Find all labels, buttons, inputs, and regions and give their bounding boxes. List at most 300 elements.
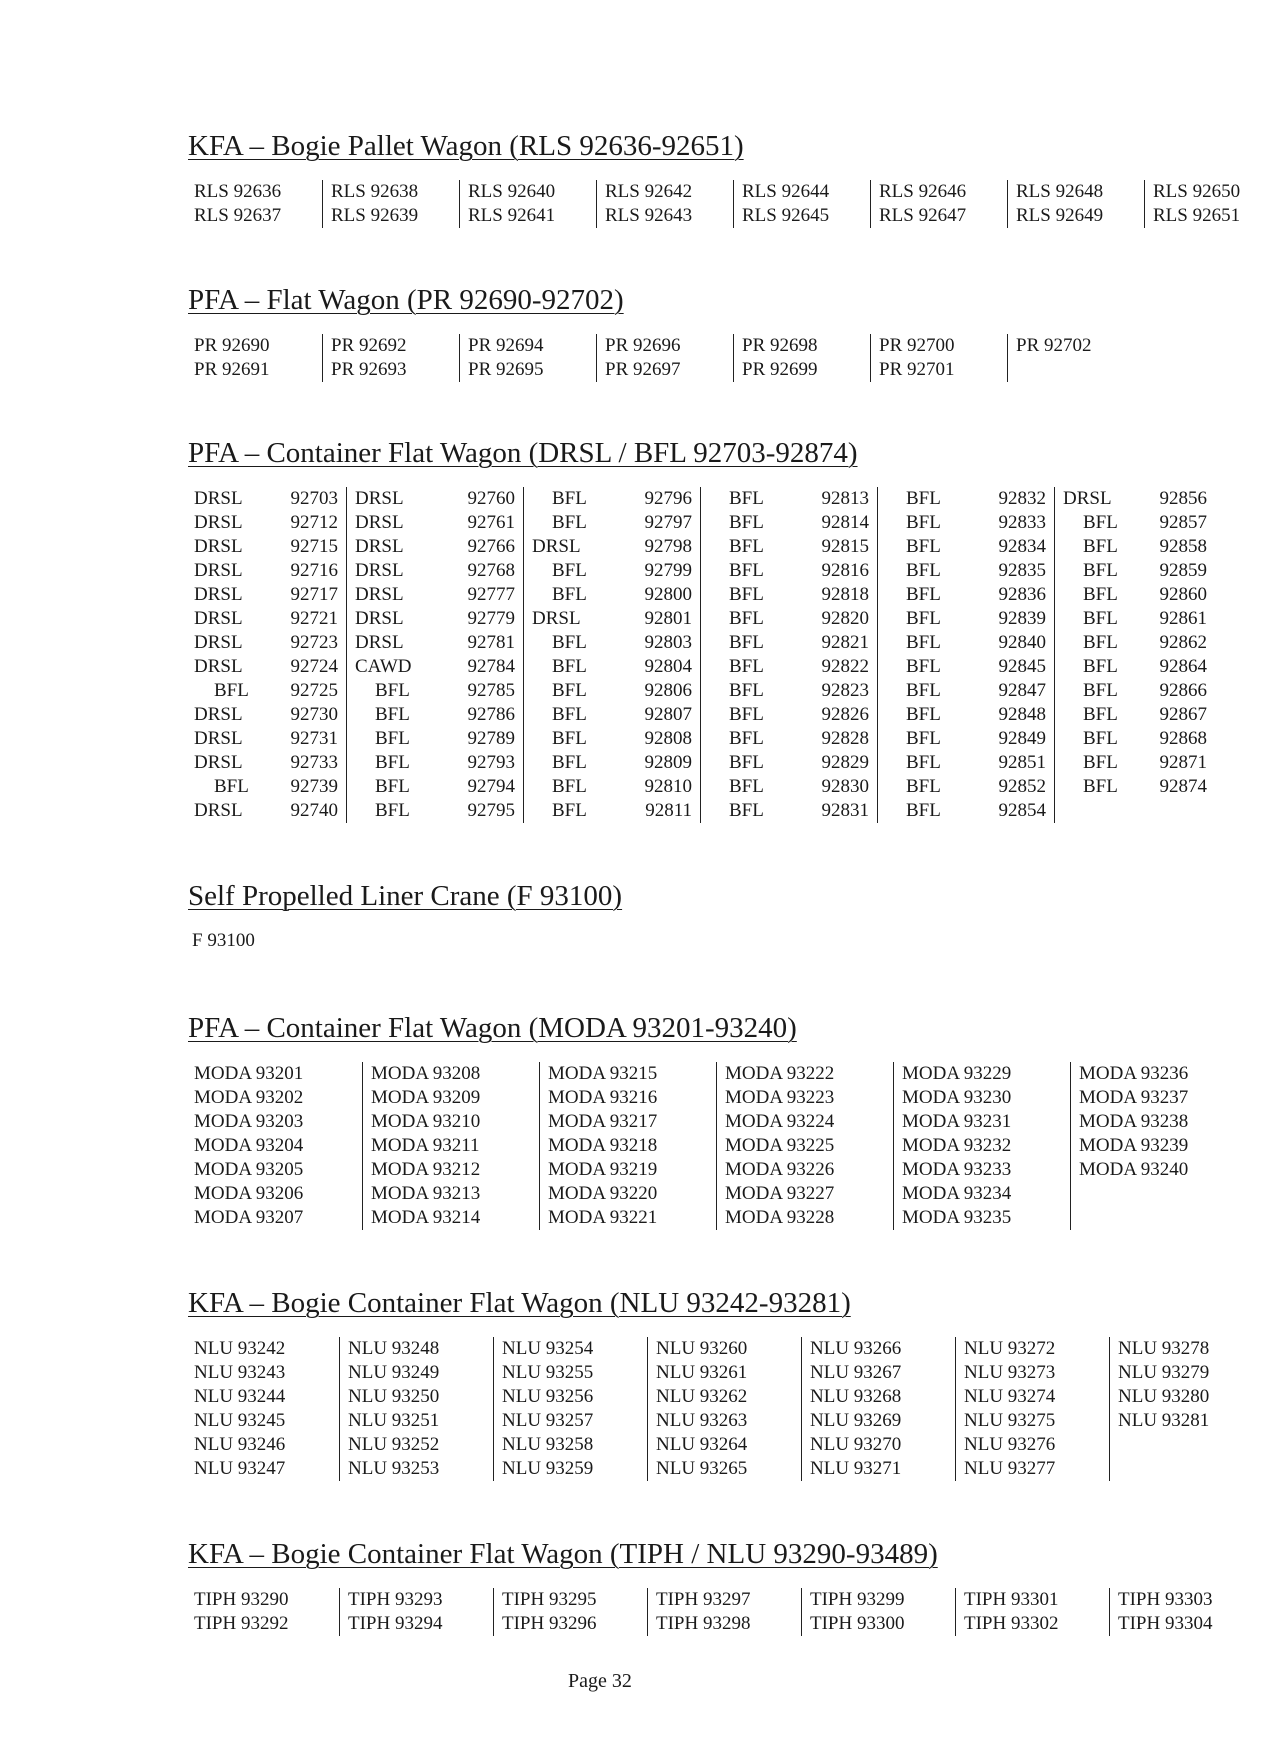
wagon-serial: 92798 <box>644 536 692 557</box>
wagon-number <box>886 703 1046 727</box>
wagon-serial: 92834 <box>998 536 1046 557</box>
wagon-number: NLU 93278 <box>1118 1338 1210 1359</box>
wagon-number <box>709 583 869 607</box>
wagon-number: MODA 93227 <box>725 1183 835 1204</box>
wagon-number <box>886 775 1046 799</box>
number-column <box>1008 334 1144 382</box>
wagon-number-grid <box>190 1062 1229 1230</box>
wagon-number: MODA 93235 <box>902 1207 1012 1228</box>
number-column <box>190 1337 340 1481</box>
wagon-number: MODA 93201 <box>194 1063 304 1084</box>
wagon-number <box>709 487 869 511</box>
wagon-prefix: DRSL <box>532 536 581 557</box>
wagon-number <box>1063 751 1207 775</box>
wagon-number: RLS 92642 <box>605 181 693 202</box>
number-column <box>701 487 878 823</box>
wagon-number: TIPH 93293 <box>348 1589 443 1610</box>
section-tiph <box>188 1536 1248 1636</box>
wagon-number: MODA 93202 <box>194 1087 304 1108</box>
wagon-number: MODA 93217 <box>548 1111 658 1132</box>
wagon-number <box>355 559 515 583</box>
wagon-number: NLU 93257 <box>502 1410 594 1431</box>
wagon-number: MODA 93203 <box>194 1111 304 1132</box>
wagon-prefix: BFL <box>552 776 587 797</box>
number-column <box>597 180 734 228</box>
wagon-serial: 92724 <box>290 656 338 677</box>
number-column <box>1008 180 1145 228</box>
wagon-number: MODA 93222 <box>725 1063 835 1084</box>
number-column <box>460 334 597 382</box>
wagon-prefix: BFL <box>729 680 764 701</box>
wagon-number: RLS 92643 <box>605 205 693 226</box>
wagon-prefix: BFL <box>552 704 587 725</box>
wagon-number: MODA 93240 <box>1079 1159 1189 1180</box>
wagon-number: NLU 93245 <box>194 1410 286 1431</box>
wagon-serial: 92835 <box>998 560 1046 581</box>
wagon-serial: 92768 <box>467 560 515 581</box>
wagon-prefix: BFL <box>375 776 410 797</box>
wagon-serial: 92797 <box>644 512 692 533</box>
wagon-serial: 92861 <box>1159 608 1207 629</box>
wagon-number <box>532 559 692 583</box>
wagon-serial: 92766 <box>467 536 515 557</box>
wagon-number <box>1063 631 1207 655</box>
number-column <box>878 487 1055 823</box>
number-column <box>540 1062 717 1230</box>
wagon-number-grid <box>190 334 1144 382</box>
wagon-prefix: BFL <box>906 536 941 557</box>
wagon-number: TIPH 93298 <box>656 1613 751 1634</box>
wagon-number <box>194 775 338 799</box>
wagon-number: MODA 93215 <box>548 1063 658 1084</box>
wagon-number-grid <box>190 1588 1248 1636</box>
wagon-number <box>532 655 692 679</box>
wagon-number: MODA 93225 <box>725 1135 835 1156</box>
wagon-prefix: BFL <box>1083 584 1118 605</box>
wagon-serial: 92816 <box>821 560 869 581</box>
wagon-number <box>355 679 515 703</box>
wagon-number: RLS 92646 <box>879 181 967 202</box>
wagon-number: MODA 93216 <box>548 1087 658 1108</box>
wagon-number: RLS 92650 <box>1153 181 1241 202</box>
wagon-serial: 92833 <box>998 512 1046 533</box>
wagon-number <box>1063 487 1207 511</box>
wagon-number <box>1063 655 1207 679</box>
wagon-prefix: CAWD <box>355 656 412 677</box>
wagon-serial: 92829 <box>821 752 869 773</box>
wagon-number: RLS 92640 <box>468 181 556 202</box>
wagon-number: RLS 92636 <box>194 181 282 202</box>
wagon-number: MODA 93237 <box>1079 1087 1189 1108</box>
section-moda <box>188 1010 1229 1230</box>
wagon-serial: 92828 <box>821 728 869 749</box>
wagon-prefix: BFL <box>552 512 587 533</box>
wagon-number: NLU 93277 <box>964 1458 1056 1479</box>
wagon-prefix: DRSL <box>355 632 404 653</box>
wagon-serial: 92784 <box>467 656 515 677</box>
wagon-number: F 93100 <box>192 930 255 951</box>
wagon-number <box>709 679 869 703</box>
number-column <box>894 1062 1071 1230</box>
wagon-prefix: BFL <box>906 560 941 581</box>
wagon-serial: 92831 <box>821 800 869 821</box>
wagon-serial: 92717 <box>290 584 338 605</box>
wagon-prefix: BFL <box>906 632 941 653</box>
wagon-prefix: BFL <box>729 512 764 533</box>
wagon-number <box>355 799 515 823</box>
wagon-number: NLU 93265 <box>656 1458 748 1479</box>
section-nlu <box>188 1285 1248 1481</box>
wagon-serial: 92864 <box>1159 656 1207 677</box>
wagon-number <box>886 559 1046 583</box>
wagon-number <box>709 655 869 679</box>
wagon-number: NLU 93272 <box>964 1338 1056 1359</box>
number-column <box>956 1588 1110 1636</box>
wagon-number: PR 92698 <box>742 335 818 356</box>
wagon-number <box>532 679 692 703</box>
wagon-number: MODA 93230 <box>902 1087 1012 1108</box>
number-column <box>494 1337 648 1481</box>
wagon-number: NLU 93242 <box>194 1338 286 1359</box>
wagon-serial: 92806 <box>644 680 692 701</box>
wagon-serial: 92725 <box>290 680 338 701</box>
wagon-number: NLU 93271 <box>810 1458 902 1479</box>
wagon-serial: 92832 <box>998 488 1046 509</box>
wagon-number: NLU 93281 <box>1118 1410 1210 1431</box>
wagon-number: NLU 93263 <box>656 1410 748 1431</box>
wagon-number: RLS 92645 <box>742 205 830 226</box>
wagon-prefix: BFL <box>906 704 941 725</box>
wagon-serial: 92796 <box>644 488 692 509</box>
wagon-serial: 92803 <box>644 632 692 653</box>
number-column <box>956 1337 1110 1481</box>
wagon-prefix: BFL <box>906 584 941 605</box>
wagon-number <box>1063 775 1207 799</box>
wagon-prefix: BFL <box>1083 704 1118 725</box>
wagon-number: MODA 93234 <box>902 1183 1012 1204</box>
wagon-number: RLS 92638 <box>331 181 419 202</box>
wagon-prefix: BFL <box>906 728 941 749</box>
wagon-number: MODA 93207 <box>194 1207 304 1228</box>
wagon-serial: 92874 <box>1159 776 1207 797</box>
wagon-number <box>1063 583 1207 607</box>
wagon-number: MODA 93211 <box>371 1135 480 1156</box>
wagon-number <box>1063 511 1207 535</box>
wagon-number: NLU 93255 <box>502 1362 594 1383</box>
wagon-serial: 92786 <box>467 704 515 725</box>
section-heading: KFA – Bogie Pallet Wagon (RLS 92636-92651) <box>188 130 744 162</box>
wagon-number <box>709 535 869 559</box>
wagon-serial: 92840 <box>998 632 1046 653</box>
number-column <box>190 1062 363 1230</box>
wagon-serial: 92810 <box>644 776 692 797</box>
wagon-prefix: DRSL <box>194 656 243 677</box>
wagon-number: MODA 93209 <box>371 1087 481 1108</box>
wagon-number <box>1063 535 1207 559</box>
wagon-prefix: DRSL <box>355 512 404 533</box>
number-column <box>340 1337 494 1481</box>
wagon-prefix: DRSL <box>355 488 404 509</box>
wagon-number <box>532 511 692 535</box>
wagon-number: MODA 93206 <box>194 1183 304 1204</box>
section-heading: KFA – Bogie Container Flat Wagon (NLU 93242-93281) <box>188 1287 851 1319</box>
wagon-number: MODA 93239 <box>1079 1135 1189 1156</box>
wagon-number: NLU 93262 <box>656 1386 748 1407</box>
wagon-number <box>709 559 869 583</box>
number-column <box>1145 180 1281 228</box>
wagon-serial: 92826 <box>821 704 869 725</box>
wagon-serial: 92868 <box>1159 728 1207 749</box>
wagon-serial: 92800 <box>644 584 692 605</box>
wagon-prefix: BFL <box>729 800 764 821</box>
wagon-number: NLU 93258 <box>502 1434 594 1455</box>
wagon-number: MODA 93233 <box>902 1159 1012 1180</box>
wagon-serial: 92777 <box>467 584 515 605</box>
wagon-prefix: BFL <box>552 680 587 701</box>
wagon-number <box>532 703 692 727</box>
wagon-number <box>194 535 338 559</box>
wagon-number: MODA 93220 <box>548 1183 658 1204</box>
wagon-number: NLU 93248 <box>348 1338 440 1359</box>
wagon-number <box>709 799 869 823</box>
wagon-number: NLU 93247 <box>194 1458 286 1479</box>
wagon-number: NLU 93276 <box>964 1434 1056 1455</box>
number-column <box>734 180 871 228</box>
number-column <box>1110 1337 1248 1481</box>
number-column <box>734 334 871 382</box>
wagon-number <box>709 703 869 727</box>
wagon-number: NLU 93266 <box>810 1338 902 1359</box>
wagon-number: NLU 93274 <box>964 1386 1056 1407</box>
wagon-serial: 92703 <box>290 488 338 509</box>
wagon-serial: 92793 <box>467 752 515 773</box>
wagon-number: NLU 93270 <box>810 1434 902 1455</box>
wagon-serial: 92811 <box>645 800 692 821</box>
wagon-number <box>532 583 692 607</box>
wagon-serial: 92820 <box>821 608 869 629</box>
wagon-prefix: BFL <box>906 656 941 677</box>
number-column <box>323 180 460 228</box>
wagon-number: TIPH 93297 <box>656 1589 751 1610</box>
wagon-number: RLS 92641 <box>468 205 556 226</box>
wagon-prefix: DRSL <box>355 560 404 581</box>
wagon-number: NLU 93251 <box>348 1410 440 1431</box>
number-column <box>648 1588 802 1636</box>
wagon-serial: 92809 <box>644 752 692 773</box>
wagon-number <box>1063 727 1207 751</box>
wagon-prefix: DRSL <box>194 536 243 557</box>
number-column <box>190 487 347 823</box>
wagon-prefix: BFL <box>1083 512 1118 533</box>
wagon-prefix: DRSL <box>194 632 243 653</box>
wagon-serial: 92849 <box>998 728 1046 749</box>
wagon-prefix: BFL <box>375 728 410 749</box>
wagon-serial: 92733 <box>290 752 338 773</box>
wagon-prefix: BFL <box>1083 728 1118 749</box>
wagon-serial: 92731 <box>290 728 338 749</box>
number-column <box>190 1588 340 1636</box>
wagon-number: NLU 93264 <box>656 1434 748 1455</box>
wagon-prefix: BFL <box>906 776 941 797</box>
wagon-prefix: BFL <box>906 512 941 533</box>
wagon-prefix: DRSL <box>194 800 243 821</box>
wagon-serial: 92739 <box>290 776 338 797</box>
wagon-number <box>355 511 515 535</box>
wagon-serial: 92815 <box>821 536 869 557</box>
wagon-prefix: DRSL <box>194 584 243 605</box>
wagon-number: TIPH 93299 <box>810 1589 905 1610</box>
wagon-serial: 92781 <box>467 632 515 653</box>
wagon-serial: 92761 <box>467 512 515 533</box>
wagon-serial: 92808 <box>644 728 692 749</box>
wagon-number: MODA 93224 <box>725 1111 835 1132</box>
wagon-number: NLU 93279 <box>1118 1362 1210 1383</box>
wagon-prefix: BFL <box>1083 632 1118 653</box>
wagon-number: RLS 92651 <box>1153 205 1241 226</box>
wagon-number: MODA 93204 <box>194 1135 304 1156</box>
wagon-number <box>886 487 1046 511</box>
wagon-number: MODA 93208 <box>371 1063 481 1084</box>
wagon-number: MODA 93214 <box>371 1207 481 1228</box>
wagon-prefix: BFL <box>552 656 587 677</box>
wagon-number <box>194 655 338 679</box>
wagon-prefix: DRSL <box>194 488 243 509</box>
wagon-prefix: BFL <box>375 752 410 773</box>
wagon-number: MODA 93219 <box>548 1159 658 1180</box>
wagon-number <box>355 583 515 607</box>
number-column <box>323 334 460 382</box>
wagon-prefix: BFL <box>552 584 587 605</box>
wagon-number <box>709 751 869 775</box>
section-drsl-bfl <box>188 435 1215 823</box>
wagon-number: TIPH 93296 <box>502 1613 597 1634</box>
wagon-number: PR 92702 <box>1016 335 1092 356</box>
wagon-prefix: BFL <box>375 680 410 701</box>
wagon-prefix: BFL <box>552 560 587 581</box>
wagon-number: NLU 93250 <box>348 1386 440 1407</box>
wagon-number: NLU 93280 <box>1118 1386 1210 1407</box>
wagon-prefix: BFL <box>552 632 587 653</box>
wagon-number: PR 92700 <box>879 335 955 356</box>
wagon-prefix: BFL <box>1083 560 1118 581</box>
wagon-number: RLS 92648 <box>1016 181 1104 202</box>
wagon-number <box>886 799 1046 823</box>
wagon-number <box>709 727 869 751</box>
wagon-number <box>194 679 338 703</box>
wagon-number: TIPH 93295 <box>502 1589 597 1610</box>
wagon-number <box>355 631 515 655</box>
section-rls <box>188 128 1281 228</box>
wagon-serial: 92856 <box>1159 488 1207 509</box>
number-column <box>802 1588 956 1636</box>
wagon-prefix: DRSL <box>1063 488 1112 509</box>
wagon-prefix: BFL <box>1083 536 1118 557</box>
wagon-number <box>194 799 338 823</box>
wagon-serial: 92760 <box>467 488 515 509</box>
wagon-prefix: BFL <box>552 728 587 749</box>
wagon-number <box>355 703 515 727</box>
wagon-serial: 92830 <box>821 776 869 797</box>
number-column <box>802 1337 956 1481</box>
wagon-prefix: BFL <box>729 704 764 725</box>
wagon-number: NLU 93254 <box>502 1338 594 1359</box>
wagon-number <box>532 727 692 751</box>
wagon-number-grid <box>190 1337 1248 1481</box>
wagon-number <box>1063 559 1207 583</box>
wagon-serial: 92858 <box>1159 536 1207 557</box>
wagon-number: PR 92701 <box>879 359 955 380</box>
wagon-number <box>532 631 692 655</box>
wagon-prefix: DRSL <box>355 608 404 629</box>
wagon-number: NLU 93246 <box>194 1434 286 1455</box>
section-heading: PFA – Container Flat Wagon (MODA 93201-93240) <box>188 1012 797 1044</box>
section-heading: PFA – Flat Wagon (PR 92690-92702) <box>188 284 624 316</box>
wagon-prefix: BFL <box>729 536 764 557</box>
wagon-serial: 92785 <box>467 680 515 701</box>
wagon-prefix: BFL <box>906 752 941 773</box>
wagon-number: TIPH 93292 <box>194 1613 289 1634</box>
wagon-serial: 92859 <box>1159 560 1207 581</box>
wagon-number: RLS 92639 <box>331 205 419 226</box>
wagon-number: MODA 93231 <box>902 1111 1012 1132</box>
wagon-number: RLS 92649 <box>1016 205 1104 226</box>
page-number: Page 32 <box>568 1670 632 1692</box>
wagon-prefix: BFL <box>1083 656 1118 677</box>
wagon-number: NLU 93244 <box>194 1386 286 1407</box>
wagon-number: NLU 93275 <box>964 1410 1056 1431</box>
wagon-number: TIPH 93300 <box>810 1613 905 1634</box>
wagon-prefix: DRSL <box>194 728 243 749</box>
wagon-prefix: BFL <box>729 584 764 605</box>
wagon-number: MODA 93213 <box>371 1183 481 1204</box>
wagon-number <box>355 535 515 559</box>
wagon-number <box>194 487 338 511</box>
number-column <box>1055 487 1215 823</box>
wagon-serial: 92857 <box>1159 512 1207 533</box>
wagon-number <box>886 511 1046 535</box>
wagon-number <box>194 631 338 655</box>
wagon-number <box>355 607 515 631</box>
wagon-number <box>886 607 1046 631</box>
wagon-number <box>532 775 692 799</box>
wagon-number <box>886 535 1046 559</box>
wagon-serial: 92836 <box>998 584 1046 605</box>
wagon-prefix: BFL <box>729 752 764 773</box>
wagon-serial: 92860 <box>1159 584 1207 605</box>
wagon-number: NLU 93256 <box>502 1386 594 1407</box>
wagon-prefix: BFL <box>1083 680 1118 701</box>
wagon-number <box>709 607 869 631</box>
wagon-prefix: BFL <box>375 704 410 725</box>
wagon-number: NLU 93260 <box>656 1338 748 1359</box>
wagon-prefix: BFL <box>1083 776 1118 797</box>
number-column <box>871 334 1008 382</box>
wagon-number: NLU 93267 <box>810 1362 902 1383</box>
wagon-number: PR 92699 <box>742 359 818 380</box>
wagon-number <box>1063 679 1207 703</box>
number-column <box>1071 1062 1229 1230</box>
wagon-number: MODA 93218 <box>548 1135 658 1156</box>
wagon-number: NLU 93259 <box>502 1458 594 1479</box>
wagon-prefix: DRSL <box>355 536 404 557</box>
wagon-number: NLU 93252 <box>348 1434 440 1455</box>
wagon-number <box>194 583 338 607</box>
wagon-serial: 92847 <box>998 680 1046 701</box>
wagon-prefix: BFL <box>729 728 764 749</box>
wagon-serial: 92715 <box>290 536 338 557</box>
wagon-serial: 92807 <box>644 704 692 725</box>
wagon-prefix: BFL <box>729 488 764 509</box>
